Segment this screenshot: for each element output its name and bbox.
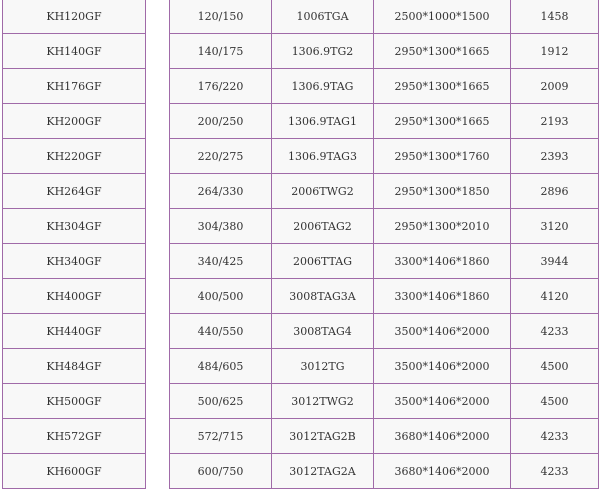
table-row [3,0,599,34]
table-row [3,174,599,209]
power-cell: 600/750 [170,454,272,489]
model-cell: KH400GF [3,279,146,314]
dimensions-cell: 2500*1000*1500 [374,0,511,34]
gap-cell [146,419,170,454]
dimensions-cell: 3500*1406*2000 [374,349,511,384]
engine-cell: 2006TTAG [272,244,374,279]
weight-cell: 1458 [511,0,599,34]
model-cell: KH200GF [3,104,146,139]
power-cell: 572/715 [170,419,272,454]
gap-cell [146,139,170,174]
engine-cell: 3012TG [272,349,374,384]
table-row [3,314,599,349]
dimensions-cell: 2950*1300*1665 [374,69,511,104]
gap-cell [146,174,170,209]
engine-cell: 1006TGA [272,0,374,34]
engine-cell: 3012TAG2A [272,454,374,489]
model-cell: KH572GF [3,419,146,454]
engine-cell: 2006TWG2 [272,174,374,209]
weight-cell: 2896 [511,174,599,209]
table-row [3,454,599,489]
power-cell: 140/175 [170,34,272,69]
gap-cell [146,314,170,349]
dimensions-cell: 3680*1406*2000 [374,454,511,489]
weight-cell: 2193 [511,104,599,139]
power-cell: 500/625 [170,384,272,419]
engine-cell: 3012TWG2 [272,384,374,419]
dimensions-cell: 2950*1300*1850 [374,174,511,209]
gap-cell [146,279,170,314]
dimensions-cell: 3680*1406*2000 [374,419,511,454]
table-row [3,349,599,384]
dimensions-cell: 3500*1406*2000 [374,384,511,419]
power-cell: 220/275 [170,139,272,174]
table-row [3,419,599,454]
table-row [3,139,599,174]
weight-cell: 4500 [511,384,599,419]
weight-cell: 4233 [511,454,599,489]
spec-table-body [3,0,599,489]
weight-cell: 4500 [511,349,599,384]
table-row [3,244,599,279]
engine-cell: 1306.9TAG3 [272,139,374,174]
dimensions-cell: 2950*1300*1760 [374,139,511,174]
weight-cell: 4120 [511,279,599,314]
engine-cell: 3008TAG4 [272,314,374,349]
weight-cell: 4233 [511,419,599,454]
weight-cell: 2009 [511,69,599,104]
engine-cell: 3008TAG3A [272,279,374,314]
power-cell: 176/220 [170,69,272,104]
engine-cell: 3012TAG2B [272,419,374,454]
model-cell: KH220GF [3,139,146,174]
model-cell: KH264GF [3,174,146,209]
gap-cell [146,34,170,69]
table-row [3,104,599,139]
gap-cell [146,69,170,104]
dimensions-cell: 2950*1300*2010 [374,209,511,244]
table-row [3,384,599,419]
power-cell: 484/605 [170,349,272,384]
dimensions-cell: 3300*1406*1860 [374,279,511,314]
dimensions-cell: 2950*1300*1665 [374,104,511,139]
weight-cell: 3120 [511,209,599,244]
gap-cell [146,209,170,244]
model-cell: KH304GF [3,209,146,244]
power-cell: 400/500 [170,279,272,314]
gap-cell [146,349,170,384]
weight-cell: 1912 [511,34,599,69]
gap-cell [146,104,170,139]
power-cell: 440/550 [170,314,272,349]
model-cell: KH484GF [3,349,146,384]
power-cell: 200/250 [170,104,272,139]
table-row [3,69,599,104]
table-row [3,209,599,244]
weight-cell: 2393 [511,139,599,174]
model-cell: KH340GF [3,244,146,279]
dimensions-cell: 3300*1406*1860 [374,244,511,279]
dimensions-cell: 3500*1406*2000 [374,314,511,349]
power-cell: 264/330 [170,174,272,209]
model-cell: KH140GF [3,34,146,69]
power-cell: 120/150 [170,0,272,34]
weight-cell: 3944 [511,244,599,279]
engine-cell: 1306.9TG2 [272,34,374,69]
engine-cell: 1306.9TAG1 [272,104,374,139]
dimensions-cell: 2950*1300*1665 [374,34,511,69]
generator-spec-table [2,0,599,489]
engine-cell: 1306.9TAG [272,69,374,104]
model-cell: KH176GF [3,69,146,104]
model-cell: KH440GF [3,314,146,349]
engine-cell: 2006TAG2 [272,209,374,244]
table-row [3,279,599,314]
table-row [3,34,599,69]
gap-cell [146,244,170,279]
gap-cell [146,454,170,489]
weight-cell: 4233 [511,314,599,349]
gap-cell [146,384,170,419]
model-cell: KH500GF [3,384,146,419]
model-cell: KH600GF [3,454,146,489]
gap-cell [146,0,170,34]
power-cell: 304/380 [170,209,272,244]
power-cell: 340/425 [170,244,272,279]
model-cell: KH120GF [3,0,146,34]
